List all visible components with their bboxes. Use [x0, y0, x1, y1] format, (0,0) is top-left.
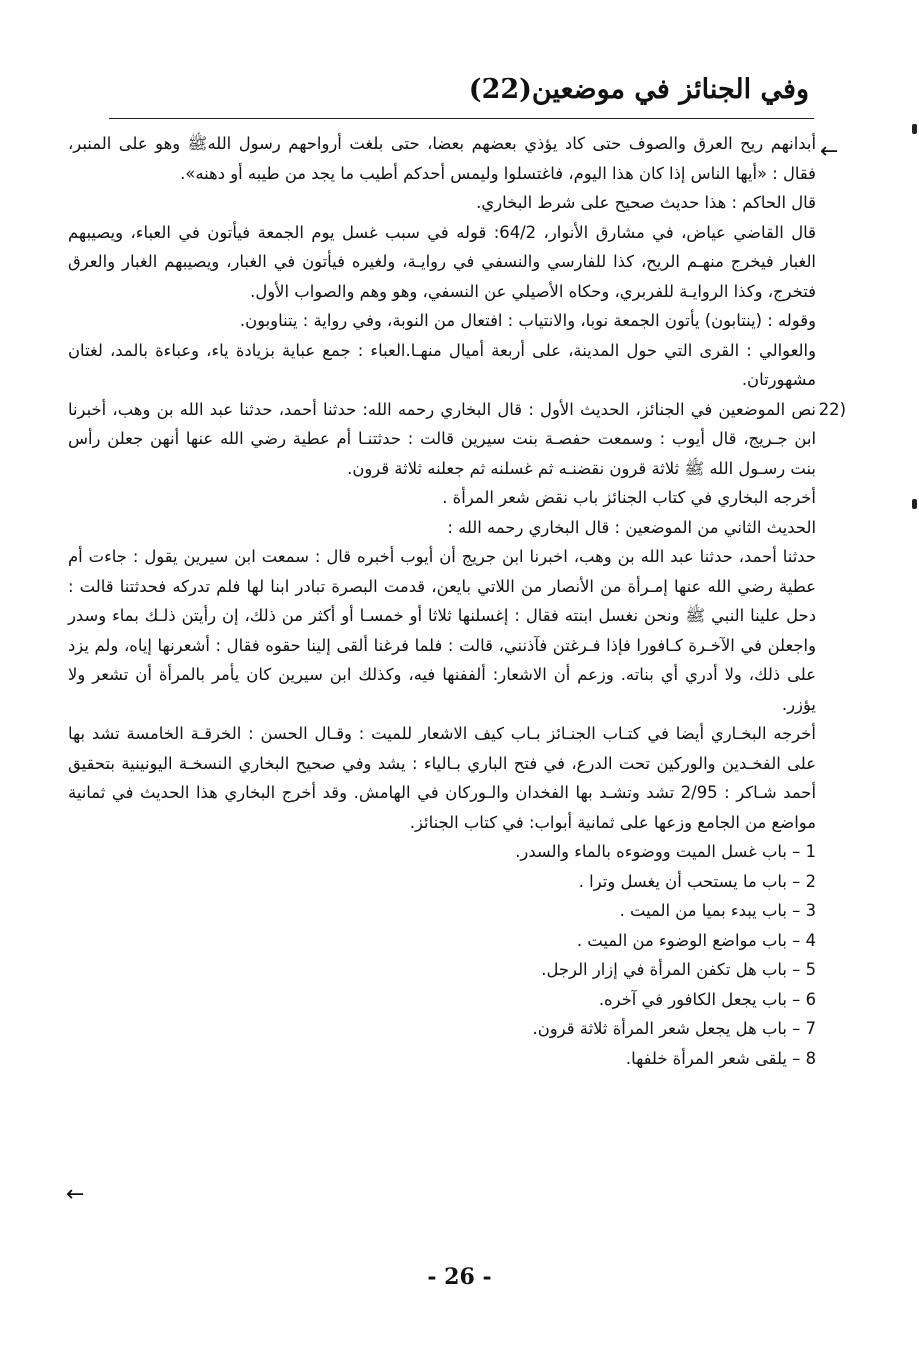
- page-title: وفي الجنائز في موضعين(22): [468, 74, 809, 105]
- list-item: 7 – باب هل يجعل شعر المرأة ثلاثة قرون.: [532, 1019, 816, 1038]
- first-hadith-paragraph: نص الموضعين في الجنائز، الحديث الأول : قال البخاري رحمه الله: حدثنا أحمد، حدثنا عبد الله بن وهب، أخبرنا ابن جـريج، قال أيوب : وسمعت حفصـة بنت سيرين قالت : حدثتنـا أم عطية رضي الله عنها أنهن جعلن رأس بنت رسـول الله ﷺ ثلاثة قرون نقضنـه ثم غسلنه ثم جعلنه ثلاثة قرون.: [68, 399, 816, 478]
- list-item: 8 – يلقى شعر المرأة خلفها.: [625, 1048, 816, 1068]
- continuation-arrow-top-icon: ←: [820, 139, 839, 164]
- footnote-22: [68, 395, 846, 1074]
- first-hadith-source: أخرجه البخاري في كتاب الجنائز باب نقض شعر المرأة .: [442, 488, 816, 507]
- second-hadith-heading: الحديث الثاني من الموضعين : قال البخاري رحمه الله :: [447, 517, 816, 537]
- scan-edge-mark: [912, 499, 917, 509]
- chapter-list: [68, 837, 816, 1073]
- list-item: 4 – باب مواضع الوضوء من الميت .: [576, 930, 816, 950]
- list-item: 1 – باب غسل الميت ووضوءه بالماء والسدر.: [515, 842, 816, 861]
- hadith-continuation-paragraph: أبدانهم ريح العرق والصوف حتى كاد يؤذي بعضهم بعضا، حتى بلغت أرواحهم رسول اللهﷺ وهو على المنبر، فقال : «أيها الناس إذا كان هذا اليوم، فاغتسلوا وليمس أحدكم أطيب ما يجد من طيبه أو دهنه».: [68, 134, 816, 183]
- awali-definition-paragraph: والعوالي : القرى التي حول المدينة، على أربعة أميال منهـا.العباء : جمع عباية بزيادة ياء، وعباءة بالمد، لغتان مشهورتان.: [68, 340, 816, 389]
- list-item: 2 – باب ما يستحب أن يغسل وترا .: [578, 871, 816, 891]
- previous-note-continuation: [68, 129, 816, 395]
- qadi-iyad-paragraph: قال القاضي عياض، في مشارق الأنوار، 64/2: قوله في سبب غسل يوم الجمعة فيأتون في العباء، ويصيبهم الغبار فيخرج منهـم الريح، كذا للفارسي والنسفي في روايـة، ولغيره فيأتون في الغبار، ويصيبهم الغبار والعرق فتخرج، وكذا الروايـة للفربري، وحكاه الأصيلي عن النسفي، وهو وهم والصواب الأول.: [68, 222, 817, 301]
- second-hadith-paragraph: حدثنا أحمد، حدثنا عبد الله بن وهب، اخبرنا ابن جريج أن أيوب أخبره قال : سمعت ابن سيرين يقول : جاءت أم عطية رضي الله عنها إمـرأة من الأنصار من اللاتي بايعن، قدمت البصرة تبادر ابنا لها فلم تدركه فحدثتنا قالت : دحل علينا النبي ﷺ ونحن نغسل ابنته فقال : إغسلنها ثلاثا أو خمسـا أو أكثر من ذلك، إن رأيتن ذلـك بماء وسدر واجعلن في الآخـرة كـافورا فإذا فـرغتن فآذنني، قالت : فلما فرغنا ألقى إلينا حقوه فقال : أشعرنها إياه، ولم يزد على ذلك، ولا أدري أي بناته. وزعم أن الاشعار: ألففنها فيه، وكذلك ابن سيرين كان يأمر بالمرأة أن تشعر ولا يؤزر.: [68, 547, 816, 714]
- footnote-number: 22): [818, 399, 846, 419]
- hakim-verdict-paragraph: قال الحاكم : هذا حديث صحيح على شرط البخاري.: [476, 193, 816, 212]
- list-item: 6 – باب يجعل الكافور في آخره.: [598, 989, 816, 1009]
- list-item: 3 – باب يبدء بميا من الميت .: [619, 901, 816, 920]
- list-item: 5 – باب هل تكفن المرأة في إزار الرجل.: [541, 960, 816, 979]
- scan-edge-mark: [912, 124, 917, 134]
- page-number: - 26 -: [427, 1264, 492, 1290]
- page-body-text: [68, 129, 846, 1073]
- second-hadith-source: أخرجه البخـاري أيضا في كتـاب الجنـائز بـاب كيف الاشعار للميت : وقـال الحسن : الخرقـة الخامسة تشد بها على الفخـدين والوركين تحت الدرع، في فتح الباري بـالياء : يشد وفي صحيح البخاري النسخـة اليونينية بتحقيق أحمد شـاكر : 2/95 تشد وتشـد بها الفخدان والـوركان في الهامش. وقد أخرج البخاري هذا الحديث في ثمانية مواضع من الجامع وزعها على ثمانية أبواب: في كتاب الجنائز.: [68, 724, 816, 832]
- continuation-arrow-bottom-icon: ←: [66, 1182, 85, 1207]
- yantabun-definition-paragraph: وقوله : (ينتابون) يأتون الجمعة نوبا، والانتياب : افتعال من النوبة، وفي رواية : يتناوبون.: [239, 311, 816, 330]
- title-underline: [109, 118, 814, 119]
